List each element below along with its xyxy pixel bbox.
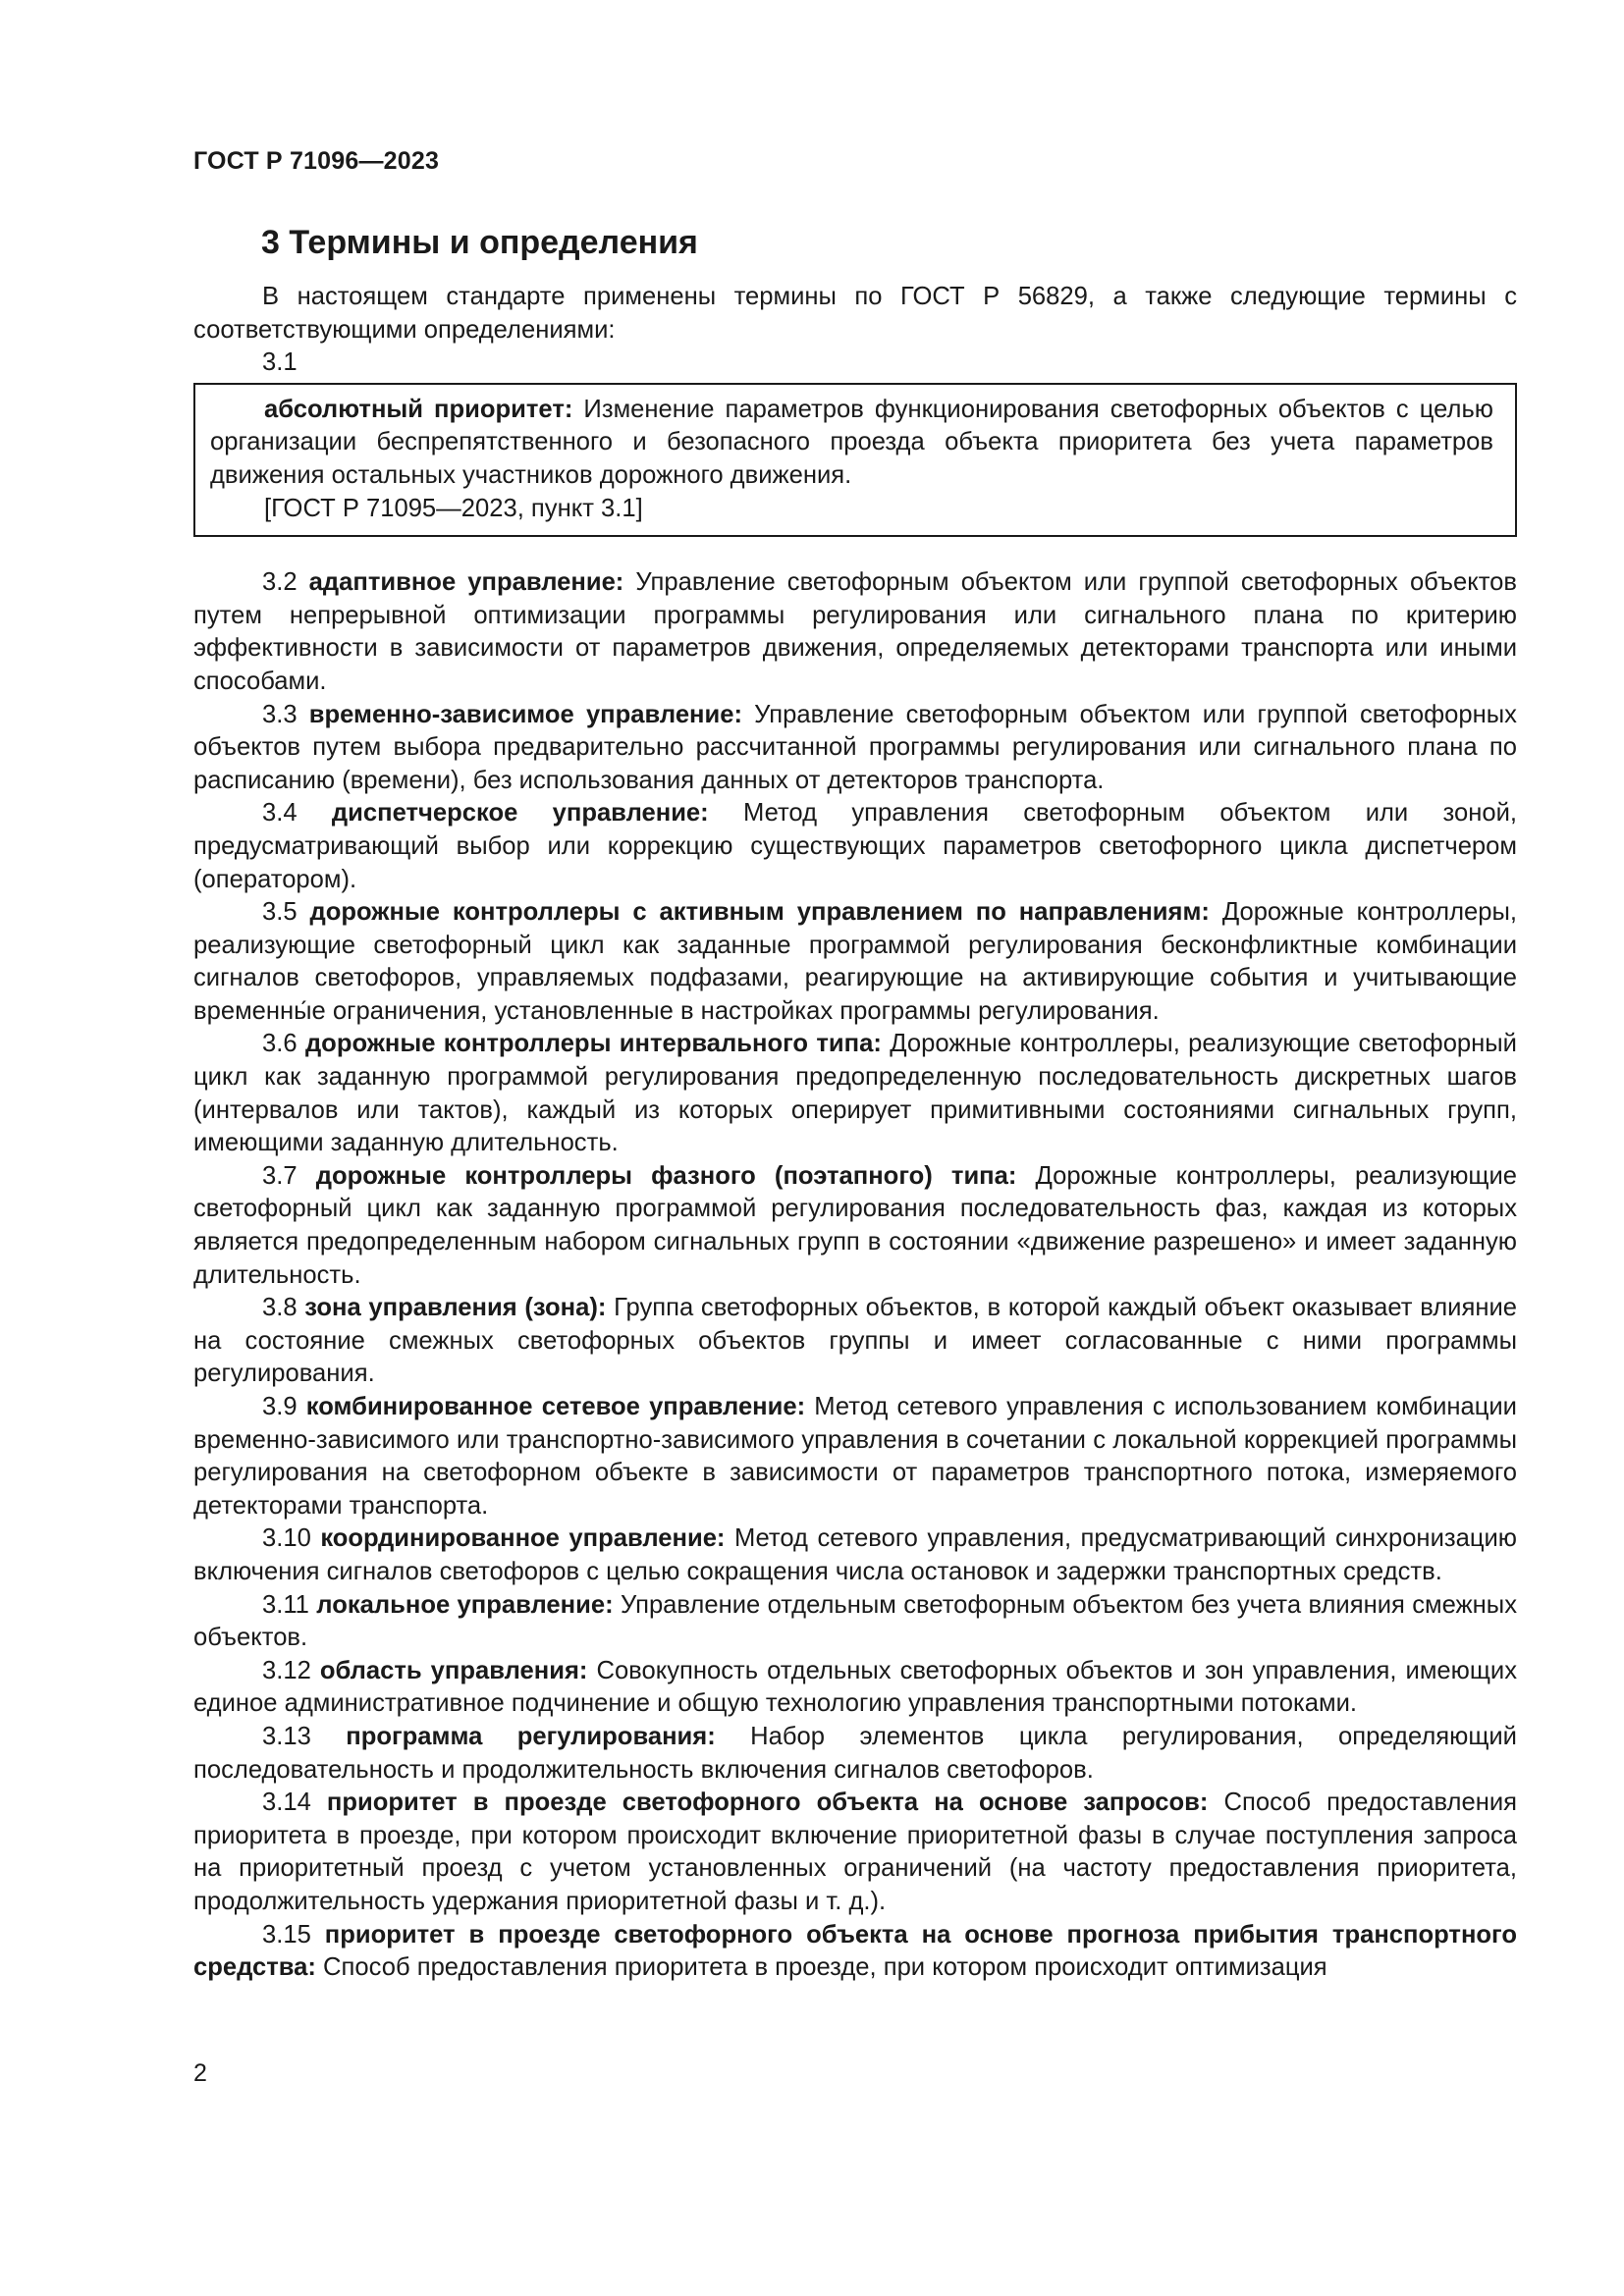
term-definition-paragraph <box>193 1028 1517 1159</box>
term-name: зона управления (зона): <box>304 1294 607 1322</box>
term-definition-paragraph <box>193 896 1517 1028</box>
boxed-term-reference: [ГОСТ Р 71095—2023, пункт 3.1] <box>264 494 643 522</box>
spacer <box>193 537 1517 566</box>
term-definition-paragraph <box>193 1160 1517 1292</box>
section-intro: В настоящем стандарте применены термины по ГОСТ Р 56829, а также следующие термины с соответствующими определениями: <box>193 283 1517 344</box>
term-name: дорожные контроллеры интервального типа: <box>304 1030 882 1058</box>
term-name: область управления: <box>319 1656 588 1684</box>
term-number: 3.12 <box>262 1656 320 1684</box>
term-definition-paragraph <box>193 1721 1517 1787</box>
boxed-term-text: Изменение параметров функционирования светофорных объектов с целью организации беспрепятственного и безопасного проезда объекта приоритета без учета параметров движения остальных участников дорожного движения. <box>210 395 1493 489</box>
term-definition-text: Совокупность отдельных светофорных объектов и зон управления, имеющих единое административное подчинение и общую технологию управления транспортными потоками. <box>193 1656 1517 1718</box>
term-number: 3.4 <box>262 799 332 828</box>
terms-list <box>193 566 1517 1985</box>
term-number: 3.6 <box>262 1030 305 1058</box>
term-number: 3.7 <box>262 1161 316 1190</box>
term-name: адаптивное управление: <box>308 568 624 597</box>
term-definition-text: Дорожные контроллеры, реализующие светофорный цикл как заданные программой регулирования бесконфликтные комбинации сигналов светофоров, управляемых подфазами, реагирующие на активирующие события и учитывающие временны́е ограничения, установленные в настройках программы регулирования. <box>193 898 1517 1025</box>
term-definition-text: Дорожные контроллеры, реализующие светофорный цикл как заданную программой регулирования предопределенную последовательность дискретных шагов (интервалов или тактов), каждый из которых оперирует примитивными состояниями сигнальных групп, имеющими заданную длительность. <box>193 1030 1517 1157</box>
term-definition-text: Метод сетевого управления, предусматривающий синхронизацию включения сигналов светофоров с целью сокращения числа остановок и задержки транспортных средств. <box>193 1524 1517 1585</box>
term-name: дорожные контроллеры с активным управлением по направлениям: <box>309 898 1210 927</box>
term-definition-paragraph <box>193 1292 1517 1391</box>
term-definition-paragraph <box>193 699 1517 798</box>
term-name: локальное управление: <box>316 1590 614 1619</box>
term-definition-text: Управление светофорным объектом или группой светофорных объектов путем непрерывной оптимизации программы регулирования или сигнального плана по критерию эффективности в зависимости от параметров движения, определяемых детекторами транспорта или иными способами. <box>193 568 1517 695</box>
term-definition-text: Способ предоставления приоритета в проезде, при котором происходит включение приоритетной фазы в случае поступления запроса на приоритетный проезд с учетом установленных ограничений (на частоту предоставления приоритета, продолжительность удержания приоритетной фазы и т. д.). <box>193 1789 1517 1915</box>
term-definition-text: Управление отдельным светофорным объектом без учета влияния смежных объектов. <box>193 1590 1517 1652</box>
term-definition-text: Дорожные контроллеры, реализующие светофорный цикл как заданную программой регулирования последовательность фаз, каждая из которых является предопределенным набором сигнальных групп в состоянии «движение разрешено» и имеет заданную длительность. <box>193 1161 1517 1289</box>
term-definition-text: Метод сетевого управления с использованием комбинации временно-зависимого или транспортно-зависимого управления в сочетании с локальной коррекцией программы регулирования на светофорном объекте в зависимости от параметров транспортного потока, измеряемого детекторами транспорта. <box>193 1393 1517 1520</box>
term-name: комбинированное сетевое управление: <box>305 1393 806 1420</box>
term-number: 3.2 <box>262 568 309 597</box>
term-name: временно-зависимое управление: <box>308 700 742 728</box>
term-number: 3.15 <box>262 1920 325 1949</box>
term-definition-text: Управление светофорным объектом или группой светофорных объектов путем выбора предварительно рассчитанной программы регулирования или сигнального плана по расписанию (времени), без использования данных от детекторов транспорта. <box>193 700 1517 794</box>
term-definition-text: Набор элементов цикла регулирования, определяющий последовательность и продолжительность включения сигналов светофоров. <box>193 1722 1517 1784</box>
term-number: 3.10 <box>262 1524 321 1553</box>
term-definition-paragraph <box>193 1522 1517 1588</box>
term-definition-paragraph <box>193 1589 1517 1655</box>
term-definition-paragraph <box>193 1655 1517 1721</box>
standard-code-header: ГОСТ Р 71096—2023 <box>193 147 440 175</box>
term-number: 3.14 <box>262 1789 327 1817</box>
boxed-term-name: абсолютный приоритет: <box>264 395 573 423</box>
term-name: координированное управление: <box>320 1524 726 1553</box>
term-name: дорожные контроллеры фазного (поэтапного) типа: <box>315 1161 1017 1190</box>
term-number: 3.5 <box>262 898 310 927</box>
term-definition-paragraph <box>193 1919 1517 1985</box>
term-name: диспетчерское управление: <box>331 799 709 828</box>
term-definition-paragraph <box>193 1787 1517 1918</box>
term-name: приоритет в проезде светофорного объекта на основе запросов: <box>326 1789 1209 1817</box>
term-number: 3.9 <box>262 1393 306 1420</box>
term-definition-paragraph <box>193 797 1517 896</box>
boxed-term-paragraph <box>210 394 1493 493</box>
term-number: 3.8 <box>262 1294 305 1322</box>
boxed-term-definition <box>193 383 1517 537</box>
term-number: 3.11 <box>262 1590 317 1619</box>
term-name: приоритет в проезде светофорного объекта на основе прогноза прибытия транспортного средства: <box>193 1920 1517 1982</box>
page-number: 2 <box>193 2059 207 2087</box>
boxed-term-number: 3.1 <box>262 348 298 377</box>
term-definition-text: Группа светофорных объектов, в которой каждый объект оказывает влияние на состояние смежных светофорных объектов группы и имеет согласованные с ними программы регулирования. <box>193 1294 1517 1388</box>
term-definition-paragraph <box>193 566 1517 698</box>
term-definition-paragraph <box>193 1391 1517 1522</box>
term-number: 3.13 <box>262 1722 347 1750</box>
term-definition-text: Способ предоставления приоритета в проезде, при котором происходит оптимизация <box>315 1953 1327 1982</box>
section-title: 3 Термины и определения <box>261 224 698 261</box>
term-number: 3.3 <box>262 700 309 728</box>
term-name: программа регулирования: <box>346 1722 716 1750</box>
section-content <box>193 281 1517 1985</box>
term-definition-text: Метод управления светофорным объектом или зоной, предусматривающий выбор или коррекцию существующих параметров светофорного цикла диспетчером (оператором). <box>193 799 1517 893</box>
